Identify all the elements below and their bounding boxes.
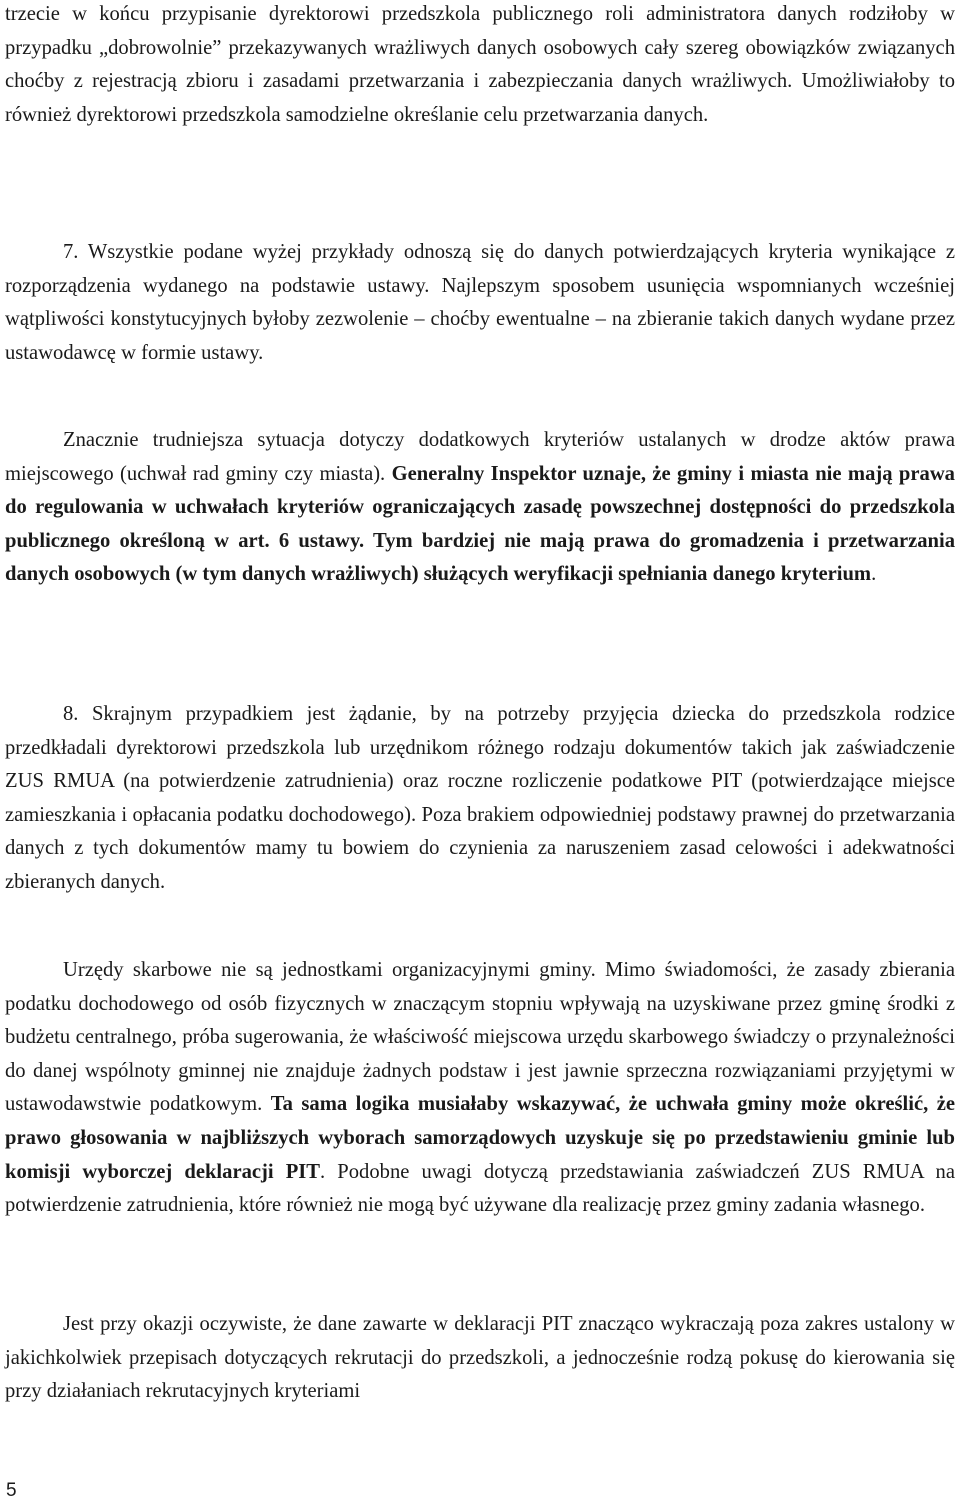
page-number: 5 xyxy=(6,1480,17,1501)
text-run: . Podobne uwagi dotyczą przedstawiania zaświadczeń ZUS RMUA na potwierdzenie zatrudnienia, które również nie mogą być używane dla realizację przez gminy zadania własnego. xyxy=(5,1160,955,1217)
text-run: trzecie w końcu przypisanie dyrektorowi przedszkola publicznego roli administratora danych rodziłoby w przypadku „dobrowolnie” przekazywanych wrażliwych danych osobowych cały szereg obowiązków związanych choćby z rejestracją zbioru i zasadami przetwarzania i zabezpieczania danych wrażliwych. Umożliwiałoby to również dyrektorowi przedszkola samodzielne określanie celu przetwarzania danych. xyxy=(5,3,955,126)
text-run: . xyxy=(871,563,877,586)
text-run: 8. Skrajnym przypadkiem jest żądanie, by na potrzeby przyjęcia dziecka do przedszkola rodzice przedkładali dyrektorowi przedszkola lub urzędnikom różnego rodzaju dokumentów takich jak zaświadczenie ZUS RMUA (na potwierdzenie zatrudnienia) oraz roczne rozliczenie podatkowe PIT (potwierdzające miejsce zamieszkania i opłacania podatku dochodowego). Poza brakiem odpowiedniej podstawy prawnej do przetwarzania danych z tych dokumentów mamy tu bowiem do czynienia za naruszeniem zasad celowości i adekwatności zbieranych danych. xyxy=(5,703,955,893)
bold-text-run: Ta sama logika musiałaby wskazywać, że uchwała gminy może określić, że prawo głosowania w najbliższych wyborach samorządowych uzyskuje się po przedstawieniu gminie lub komisji wyborczej deklaracji PIT xyxy=(5,1093,955,1183)
bold-text-run: Generalny Inspektor uznaje, że gminy i miasta nie mają prawa do regulowania w uchwałach kryteriów ograniczających zasadę powszechnej dostępności do przedszkola publicznego określoną w art. 6 ustawy. Tym bardziej nie mają prawa do gromadzenia i przetwarzania danych osobowych (w tym danych wrażliwych) służących weryfikacji spełniania danego kryterium xyxy=(5,462,955,586)
text-run: Znacznie trudniejsza sytuacja dotyczy dodatkowych kryteriów ustalanych w drodze aktów prawa miejscowego (uchwał rad gminy czy miasta). xyxy=(5,429,955,485)
paragraph-8 xyxy=(5,698,955,900)
paragraph-pit-data xyxy=(5,1308,955,1409)
paragraph-tax-offices xyxy=(5,954,955,1223)
paragraph-additional-criteria xyxy=(5,424,955,592)
paragraph-7 xyxy=(5,236,955,370)
text-run: Jest przy okazji oczywiste, że dane zawarte w deklaracji PIT znacząco wykraczają poza zakres ustalony w jakichkolwiek przepisach dotyczących rekrutacji do przedszkoli, a jednocześnie rodzą pokusę do kierowania się przy działaniach rekrutacyjnych kryteriami xyxy=(5,1313,955,1403)
text-run: Urzędy skarbowe nie są jednostkami organizacyjnymi gminy. Mimo świadomości, że zasady zbierania podatku dochodowego od osób fizycznych w znaczącym stopniu wpływają na uzyskiwane przez gminę środki z budżetu centralnego, próba sugerowania, że właściwość miejscowa urzędu skarbowego świadczy o przynależności do danej wspólnoty gminnej nie znajduje żadnych podstaw i jest jawnie sprzeczna rozwiązaniami przyjętymi w ustawodawstwie podatkowym. xyxy=(5,959,955,1116)
paragraph-continuation xyxy=(5,0,955,132)
text-run: 7. Wszystkie podane wyżej przykłady odnoszą się do danych potwierdzających kryteria wynikające z rozporządzenia wydanego na podstawie ustawy. Najlepszym sposobem usunięcia wspomnianych wcześniej wątpliwości konstytucyjnych byłoby zezwolenie – choćby ewentualne – na zbieranie takich danych wydane przez ustawodawcę w formie ustawy. xyxy=(5,241,955,364)
